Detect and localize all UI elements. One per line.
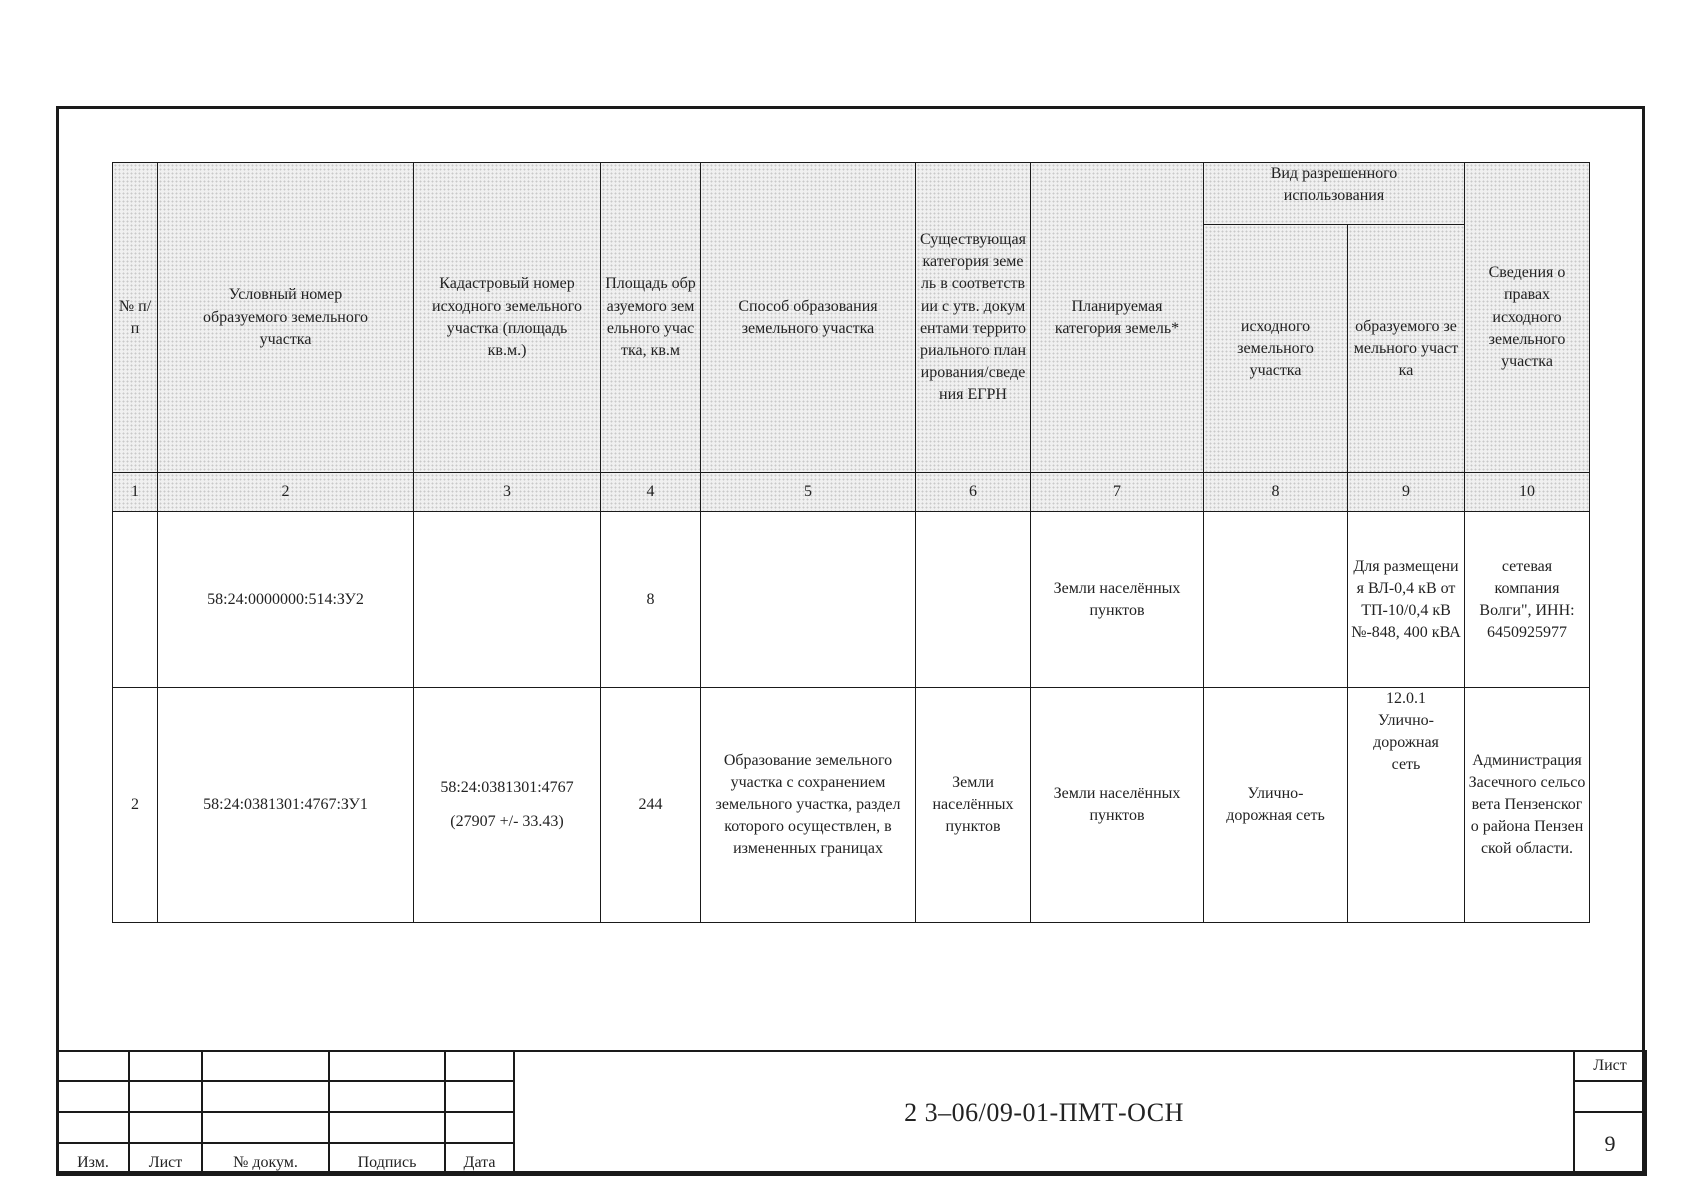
stamp-cell bbox=[1574, 1081, 1646, 1112]
cell-use-new: 12.0.1 Улично-дорожная сеть bbox=[1348, 688, 1465, 923]
stamp-cell bbox=[329, 1051, 445, 1081]
header-no: № п/п bbox=[113, 163, 158, 473]
cell-no bbox=[113, 512, 158, 688]
header-conditional-number: Условный номер образуемого земельного участка bbox=[158, 163, 414, 473]
stamp-label-sheet: Лист bbox=[129, 1143, 202, 1175]
table-row bbox=[113, 512, 1590, 688]
stamp-cell bbox=[129, 1051, 202, 1081]
stamp-label-doc-number: № докум. bbox=[202, 1143, 329, 1175]
cell-use-source bbox=[1204, 512, 1348, 688]
header-permitted-use-group: Вид разрешенного использования bbox=[1204, 163, 1465, 225]
column-number: 8 bbox=[1204, 473, 1348, 512]
stamp-cell bbox=[202, 1081, 329, 1112]
stamp-cell bbox=[202, 1112, 329, 1143]
header-cadastral-number: Кадастровый номер исходного земельного участка (площадь кв.м.) bbox=[414, 163, 601, 473]
cell-planned-category: Земли населённых пунктов bbox=[1031, 688, 1204, 923]
cell-formation-method: Образование земельного участка с сохранением земельного участка, раздел которого осуществлен, в измененных границах bbox=[701, 688, 916, 923]
cell-use-new: Для размещения ВЛ-0,4 кВ от ТП-10/0,4 кВ №-848, 400 кВА bbox=[1348, 512, 1465, 688]
column-number: 1 bbox=[113, 473, 158, 512]
stamp-cell bbox=[57, 1081, 129, 1112]
cell-existing-category: Земли населённых пунктов bbox=[916, 688, 1031, 923]
column-number: 2 bbox=[158, 473, 414, 512]
header-planned-category: Планируемая категория земель* bbox=[1031, 163, 1204, 473]
stamp-cell bbox=[445, 1112, 514, 1143]
stamp-label-signature: Подпись bbox=[329, 1143, 445, 1175]
column-number: 4 bbox=[601, 473, 701, 512]
cell-existing-category bbox=[916, 512, 1031, 688]
cadastral-area: (27907 +/- 33.43) bbox=[450, 813, 564, 831]
stamp-cell bbox=[57, 1051, 129, 1081]
cell-no: 2 bbox=[113, 688, 158, 923]
column-number: 7 bbox=[1031, 473, 1204, 512]
cell-area: 8 bbox=[601, 512, 701, 688]
table-row bbox=[113, 688, 1590, 923]
stamp-cell bbox=[129, 1112, 202, 1143]
stamp-label-change: Изм. bbox=[57, 1143, 129, 1175]
cell-planned-category: Земли населённых пунктов bbox=[1031, 512, 1204, 688]
sheet-label: Лист bbox=[1574, 1051, 1646, 1081]
sheet-number: 9 bbox=[1574, 1112, 1646, 1175]
column-number: 9 bbox=[1348, 473, 1465, 512]
column-number: 3 bbox=[414, 473, 601, 512]
header-existing-category: Существующая категория земель в соответствии с утв. документами территориального планирования/сведения ЕГРН bbox=[916, 163, 1031, 473]
column-number: 10 bbox=[1465, 473, 1590, 512]
stamp-cell bbox=[202, 1051, 329, 1081]
cell-cadastral-number bbox=[414, 512, 601, 688]
cell-conditional-number: 58:24:0000000:514:ЗУ2 bbox=[158, 512, 414, 688]
cell-area: 244 bbox=[601, 688, 701, 923]
cell-cadastral-number bbox=[414, 688, 601, 923]
header-area: Площадь образуемого земельного участка, кв.м bbox=[601, 163, 701, 473]
cell-rights: Администрация Засечного сельсовета Пензенского района Пензенской области. bbox=[1465, 688, 1590, 923]
header-formation-method: Способ образования земельного участка bbox=[701, 163, 916, 473]
title-block bbox=[56, 1050, 1647, 1176]
cell-conditional-number: 58:24:0381301:4767:ЗУ1 bbox=[158, 688, 414, 923]
stamp-cell bbox=[57, 1112, 129, 1143]
header-rights: Сведения о правах исходного земельного участка bbox=[1465, 163, 1590, 473]
cell-use-source: Улично-дорожная сеть bbox=[1204, 688, 1348, 923]
land-plots-table bbox=[112, 162, 1590, 923]
cadastral-number: 58:24:0381301:4767 bbox=[440, 778, 574, 796]
stamp-cell bbox=[329, 1112, 445, 1143]
cell-formation-method bbox=[701, 512, 916, 688]
header-use-new: образуемого земельного участка bbox=[1348, 225, 1465, 473]
column-number: 6 bbox=[916, 473, 1031, 512]
cell-rights: сетевая компания Волги", ИНН: 6450925977 bbox=[1465, 512, 1590, 688]
stamp-cell bbox=[329, 1081, 445, 1112]
header-use-source: исходного земельного участка bbox=[1204, 225, 1348, 473]
document-code: 2 3–06/09-01-ПМТ-ОСН bbox=[514, 1051, 1574, 1175]
stamp-cell bbox=[445, 1051, 514, 1081]
stamp-cell bbox=[445, 1081, 514, 1112]
stamp-label-date: Дата bbox=[445, 1143, 514, 1175]
column-number: 5 bbox=[701, 473, 916, 512]
stamp-cell bbox=[129, 1081, 202, 1112]
